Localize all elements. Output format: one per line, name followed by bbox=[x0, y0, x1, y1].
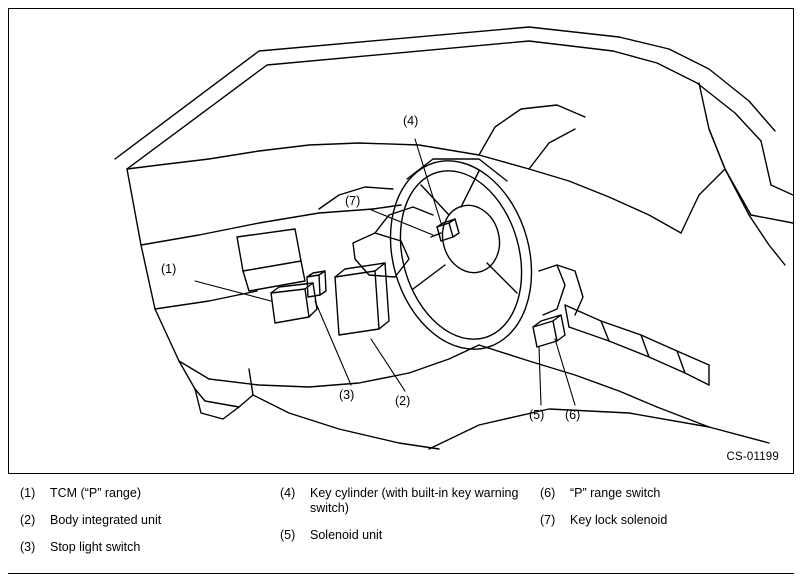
legend-item bbox=[280, 486, 530, 516]
legend-number: (2) bbox=[20, 513, 36, 527]
legend-label: Body integrated unit bbox=[50, 513, 162, 527]
legend-label: “P” range switch bbox=[570, 486, 661, 500]
door-trim-mid bbox=[681, 169, 725, 233]
dash-mid-ridge bbox=[141, 209, 373, 245]
seat-back-left bbox=[539, 265, 565, 315]
legend-column-2 bbox=[280, 486, 530, 555]
legend-column-1 bbox=[20, 486, 270, 567]
callout-label-5: (5) bbox=[529, 408, 545, 422]
tunnel-to-floor bbox=[657, 407, 709, 427]
figure-code: CS-01199 bbox=[726, 451, 779, 463]
legend-label: Solenoid unit bbox=[310, 528, 383, 542]
legend-label: TCM (“P” range) bbox=[50, 486, 141, 500]
legend-number: (3) bbox=[20, 540, 36, 554]
legend-label: Stop light switch bbox=[50, 540, 141, 554]
windshield-upper-edge bbox=[115, 27, 619, 159]
legend-label: Key cylinder (with built-in key warning switch) bbox=[310, 486, 519, 515]
steering-spoke-lower-right bbox=[487, 263, 517, 293]
leader-2 bbox=[371, 339, 405, 391]
legend-label: Key lock solenoid bbox=[570, 513, 668, 527]
figure-panel bbox=[8, 8, 794, 474]
steering-wheel-inner-rim bbox=[382, 156, 541, 353]
b-pillar-line bbox=[699, 83, 751, 215]
dash-top-right-edge bbox=[529, 169, 681, 233]
tunnel-front-edge bbox=[479, 345, 657, 407]
leader-6 bbox=[555, 339, 575, 405]
leader-1 bbox=[195, 281, 271, 301]
instrument-panel-illustration bbox=[9, 9, 793, 473]
console-left-foot bbox=[195, 389, 239, 419]
steering-wheel-outer-rim bbox=[369, 144, 553, 366]
steering-spoke-lower-left bbox=[413, 265, 445, 289]
leader-5 bbox=[539, 347, 541, 405]
legend-number: (5) bbox=[280, 528, 296, 542]
tcm-module-box-face bbox=[271, 289, 309, 323]
callout-label-7: (7) bbox=[345, 194, 361, 208]
roof-rail-right bbox=[619, 37, 775, 131]
legend-item bbox=[540, 513, 790, 528]
dash-lower-edge bbox=[209, 373, 409, 387]
body-integrated-unit-face bbox=[335, 271, 379, 335]
legend-item bbox=[20, 486, 270, 501]
legend-item bbox=[280, 528, 530, 543]
callout-label-3: (3) bbox=[339, 388, 355, 402]
legend-column-3 bbox=[540, 486, 790, 540]
tunnel-left-riser bbox=[565, 305, 569, 327]
callout-label-1: (1) bbox=[161, 262, 177, 276]
door-trim-upper bbox=[709, 129, 785, 265]
right-body-edge bbox=[761, 141, 771, 185]
steering-spoke-upper-left bbox=[421, 185, 449, 215]
leader-4 bbox=[415, 139, 441, 223]
legend-item bbox=[20, 540, 270, 555]
legend-number: (7) bbox=[540, 513, 556, 527]
legend-item bbox=[20, 513, 270, 528]
defrost-duct-line bbox=[479, 105, 585, 155]
callout-label-4: (4) bbox=[403, 114, 419, 128]
legend bbox=[8, 486, 794, 574]
cluster-hood-inner bbox=[373, 205, 401, 209]
window-sill-right bbox=[751, 215, 793, 223]
callout-label-6: (6) bbox=[565, 408, 581, 422]
roof-rail-right-inner bbox=[613, 51, 761, 141]
floor-sweep-left bbox=[253, 395, 439, 449]
legend-number: (6) bbox=[540, 486, 556, 500]
legend-number: (1) bbox=[20, 486, 36, 500]
callout-label-2: (2) bbox=[395, 394, 411, 408]
page-bottom-rule bbox=[8, 573, 794, 574]
center-stack-opening bbox=[237, 229, 301, 271]
windshield-lower-edge bbox=[127, 41, 613, 169]
dash-right-crease bbox=[529, 129, 575, 169]
legend-item bbox=[540, 486, 790, 501]
door-trim-edge bbox=[771, 185, 793, 195]
tunnel-back-edge bbox=[565, 305, 709, 365]
legend-number: (4) bbox=[280, 486, 296, 500]
floor-sweep bbox=[429, 409, 769, 449]
leader-3 bbox=[315, 301, 351, 385]
callout-label-group bbox=[161, 114, 580, 422]
